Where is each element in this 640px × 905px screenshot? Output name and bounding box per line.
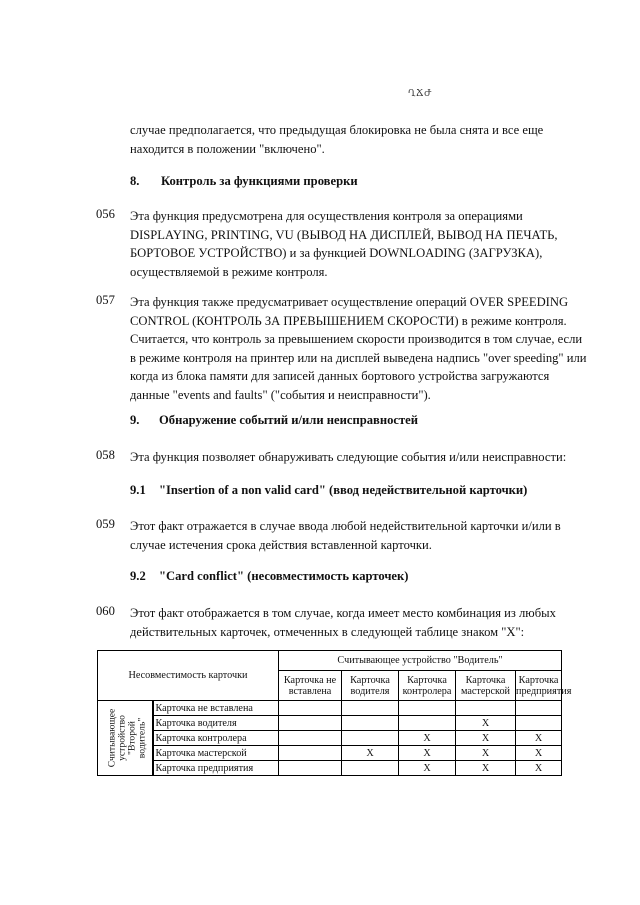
text-line: Этот факт отображается в том случае, когда имеет место комбинация из любых [130, 606, 556, 620]
section-9-2-heading [130, 569, 530, 587]
text-line: случае предполагается, что предыдущая блокировка не была снята и все еще [130, 123, 544, 137]
text-line: Эта функция позволяет обнаруживать следующие события и/или неисправности: [130, 450, 567, 464]
table-cell: X [456, 731, 516, 746]
text-line: Эта функция предусмотрена для осуществления контроля за операциями [130, 209, 523, 223]
table-cell [399, 716, 456, 731]
section-9-heading [130, 413, 530, 431]
table-cell [279, 746, 342, 761]
column-header-line: Карточка [465, 674, 506, 686]
table-cell [342, 716, 399, 731]
card-incompatibility-table [97, 650, 572, 776]
paragraph-number: 057 [96, 293, 115, 307]
table-cell: X [399, 761, 456, 776]
table-cell [342, 761, 399, 776]
text-line: DISPLAYING, PRINTING, VU (ВЫВОД НА ДИСПЛЕЙ, ВЫВОД НА ПЕЧАТЬ, [130, 227, 558, 242]
section-number: 8. [130, 174, 140, 188]
section-8-heading [130, 174, 530, 192]
text-line: Считается, что контроль за превышением скорости производится в том случае, если [130, 332, 583, 347]
paragraph-059 [130, 517, 561, 554]
paragraph-number: 056 [96, 207, 115, 221]
column-header-line: контролера [402, 685, 452, 697]
text-line: когда из блока памяти для записей данных бортового устройства загружаются [130, 369, 550, 384]
table-cell: X [516, 746, 562, 761]
column-header-line: Карточка [350, 674, 390, 686]
table-cell: X [456, 746, 516, 761]
text-line: находится в положении "включено". [130, 141, 325, 156]
column-header-line: вставлена [288, 685, 332, 697]
row-group-header [98, 701, 153, 776]
section-number: 9. [130, 413, 140, 427]
column-header-line: предприятия [516, 685, 572, 697]
row-group-line: устройство [116, 715, 128, 761]
paragraph-060 [130, 604, 556, 641]
table-cell: X [342, 746, 399, 761]
column-header-line: Карточка [518, 674, 559, 686]
column-header [516, 671, 572, 701]
table-cell [279, 701, 342, 716]
section-title: Контроль за функциями проверки [161, 174, 358, 188]
text-line: данные "events and faults" ("события и неисправности"). [130, 387, 431, 402]
text-line: осуществляемой в режиме контроля. [130, 264, 328, 279]
table-cell [279, 716, 342, 731]
table-cell: X [516, 731, 562, 746]
row-group-line: водитель" [136, 717, 148, 759]
column-header-line: мастерской [461, 685, 511, 697]
column-header-line: Карточка [407, 674, 447, 686]
row-header: Карточка не вставлена [153, 701, 279, 716]
table-cell [342, 701, 399, 716]
column-header-line: Карточка не [283, 674, 337, 686]
row-group-line: "Второй [126, 721, 138, 755]
table-cell: X [516, 761, 562, 776]
column-header [342, 671, 399, 701]
table-cell [456, 701, 516, 716]
page-number: ՂՃԺ [408, 88, 432, 98]
column-header-line: водителя [350, 685, 390, 697]
row-group-line: Считывающее [106, 708, 118, 768]
table-cell: X [456, 716, 516, 731]
section-number: 9.2 [130, 569, 146, 583]
table-cell: X [399, 731, 456, 746]
text-line: действительных карточек, отмеченных в следующей таблице знаком "X": [130, 624, 525, 639]
text-line: в режиме контроля на принтер или на дисплей выведена надпись "over speeding" или [130, 350, 587, 365]
intro-paragraph [130, 121, 543, 158]
section-title: Обнаружение событий и/или неисправностей [159, 413, 418, 427]
text-line: CONTROL (КОНТРОЛЬ ЗА ПРЕВЫШЕНИЕМ СКОРОСТИ) в режиме контроля. [130, 313, 567, 328]
table-cell: X [456, 761, 516, 776]
paragraph-number: 059 [96, 517, 115, 531]
row-header: Карточка контролера [153, 731, 279, 746]
row-group-header-text [107, 709, 147, 768]
paragraph-057 [130, 293, 586, 405]
column-header [456, 671, 516, 701]
text-line: случае истечения срока действия вставленной карточки. [130, 537, 432, 552]
table-cell: X [399, 746, 456, 761]
table-cell [516, 701, 562, 716]
paragraph-number: 058 [96, 448, 115, 462]
table-cell [516, 716, 562, 731]
row-header: Карточка водителя [153, 716, 279, 731]
section-title: "Insertion of a non valid card" (ввод недействительной карточки) [159, 483, 528, 497]
table-cell [279, 761, 342, 776]
text-line: Эта функция также предусматривает осуществление операций OVER SPEEDING [130, 295, 569, 309]
section-number: 9.1 [130, 483, 146, 497]
paragraph-056 [130, 207, 558, 281]
column-header [399, 671, 456, 701]
row-header: Карточка мастерской [153, 746, 279, 761]
table-cell [342, 731, 399, 746]
column-header [279, 671, 342, 701]
paragraph-number: 060 [96, 604, 115, 618]
table-cell [279, 731, 342, 746]
text-line: БОРТОВОЕ УСТРОЙСТВО) и за функцией DOWNLOADING (ЗАГРУЗКА), [130, 246, 543, 261]
row-header: Карточка предприятия [153, 761, 279, 776]
corner-header: Несовместимость карточки [98, 651, 279, 701]
table-cell [399, 701, 456, 716]
paragraph-058 [130, 448, 566, 467]
section-title: "Card conflict" (несовместимость карточек) [159, 569, 409, 583]
section-9-1-heading [130, 483, 550, 501]
column-group-header: Считывающее устройство "Водитель" [279, 651, 562, 671]
text-line: Этот факт отражается в случае ввода любой недействительной карточки и/или в [130, 519, 561, 533]
